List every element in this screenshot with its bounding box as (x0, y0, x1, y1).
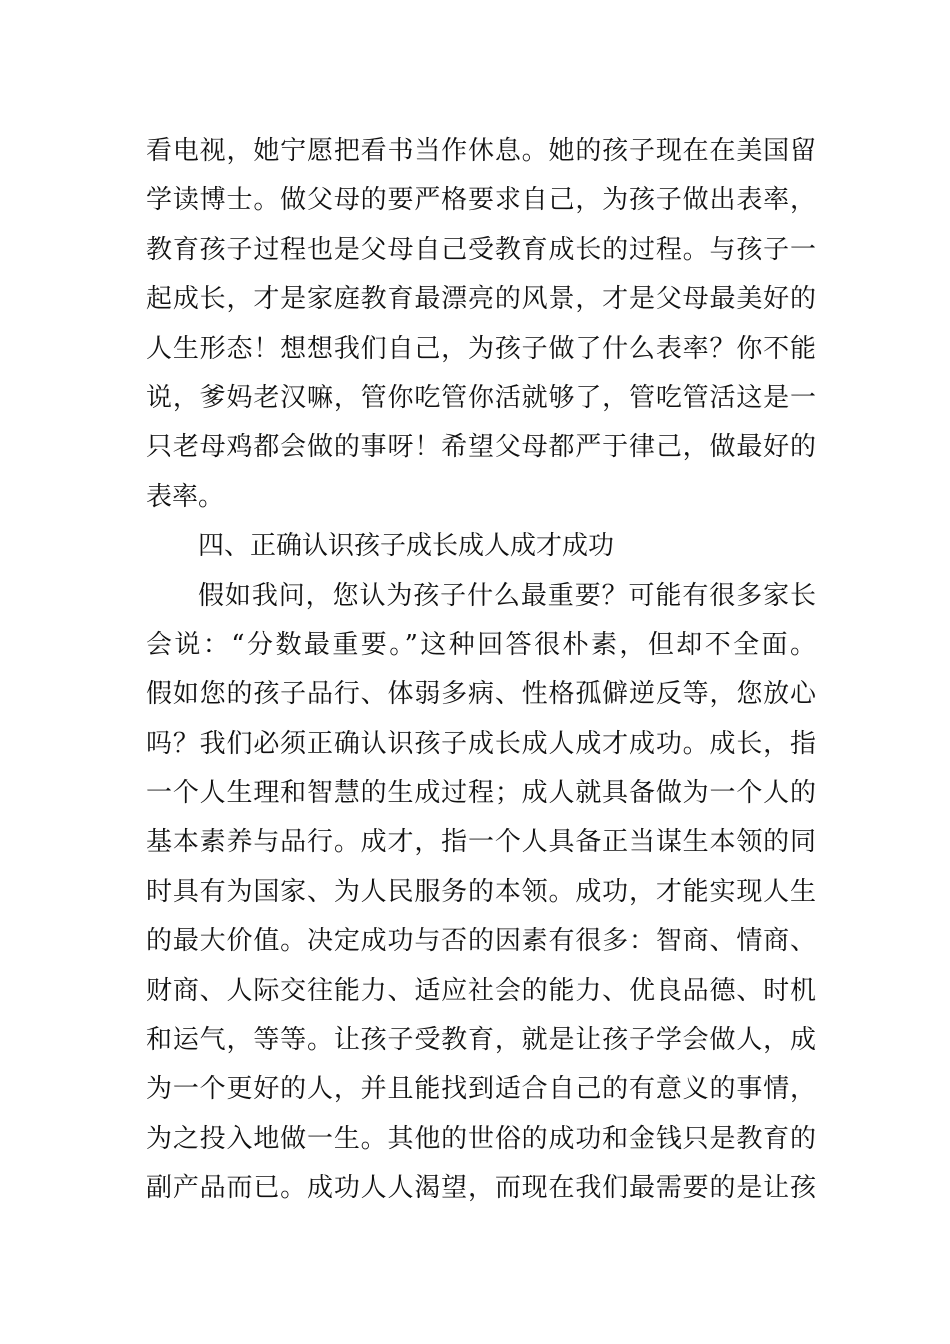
text-line: 为之投入地做一生。其他的世俗的成功和金钱只是教育的 (146, 1123, 816, 1154)
text-line: 基本素养与品行。成才，指一个人具备正当谋生本领的同 (146, 827, 816, 858)
text-line: 起成长，才是家庭教育最漂亮的风景，才是父母最美好的 (146, 284, 816, 315)
text-line: 财商、人际交往能力、适应社会的能力、优良品德、时机 (146, 975, 816, 1006)
text-line: 假如我问，您认为孩子什么最重要？可能有很多家长 (198, 580, 816, 611)
text-line: 会说：“分数最重要。”这种回答很朴素，但却不全面。 (146, 629, 816, 660)
section-heading: 四、正确认识孩子成长成人成才成功 (198, 531, 615, 562)
paragraph-section-four (146, 572, 816, 1214)
text-line: 时具有为国家、为人民服务的本领。成功，才能实现人生 (146, 876, 816, 907)
text-line: 和运气，等等。让孩子受教育，就是让孩子学会做人，成 (146, 1025, 816, 1056)
text-line: 吗？我们必须正确认识孩子成长成人成才成功。成长，指 (146, 728, 816, 759)
text-line: 说，爹妈老汉嘛，管你吃管你活就够了，管吃管活这是一 (146, 382, 816, 413)
text-line: 学读博士。做父母的要严格要求自己，为孩子做出表率， (146, 185, 816, 216)
text-line: 为一个更好的人，并且能找到适合自己的有意义的事情， (146, 1074, 816, 1105)
text-line: 一个人生理和智慧的生成过程；成人就具备做为一个人的 (146, 778, 816, 809)
text-line: 教育孩子过程也是父母自己受教育成长的过程。与孩子一 (146, 234, 816, 265)
text-line: 的最大价值。决定成功与否的因素有很多：智商、情商、 (146, 926, 816, 957)
text-line: 只老母鸡都会做的事呀！希望父母都严于律己，做最好的 (146, 432, 816, 463)
text-line: 假如您的孩子品行、体弱多病、性格孤僻逆反等，您放心 (146, 679, 816, 710)
text-line: 表率。 (146, 481, 225, 512)
document-body (146, 127, 816, 1214)
text-line: 人生形态！想想我们自己，为孩子做了什么表率？你不能 (146, 333, 816, 364)
text-line: 副产品而已。成功人人渴望，而现在我们最需要的是让孩 (146, 1173, 816, 1204)
paragraph-continued (146, 127, 816, 522)
text-line: 看电视，她宁愿把看书当作休息。她的孩子现在在美国留 (146, 136, 816, 166)
